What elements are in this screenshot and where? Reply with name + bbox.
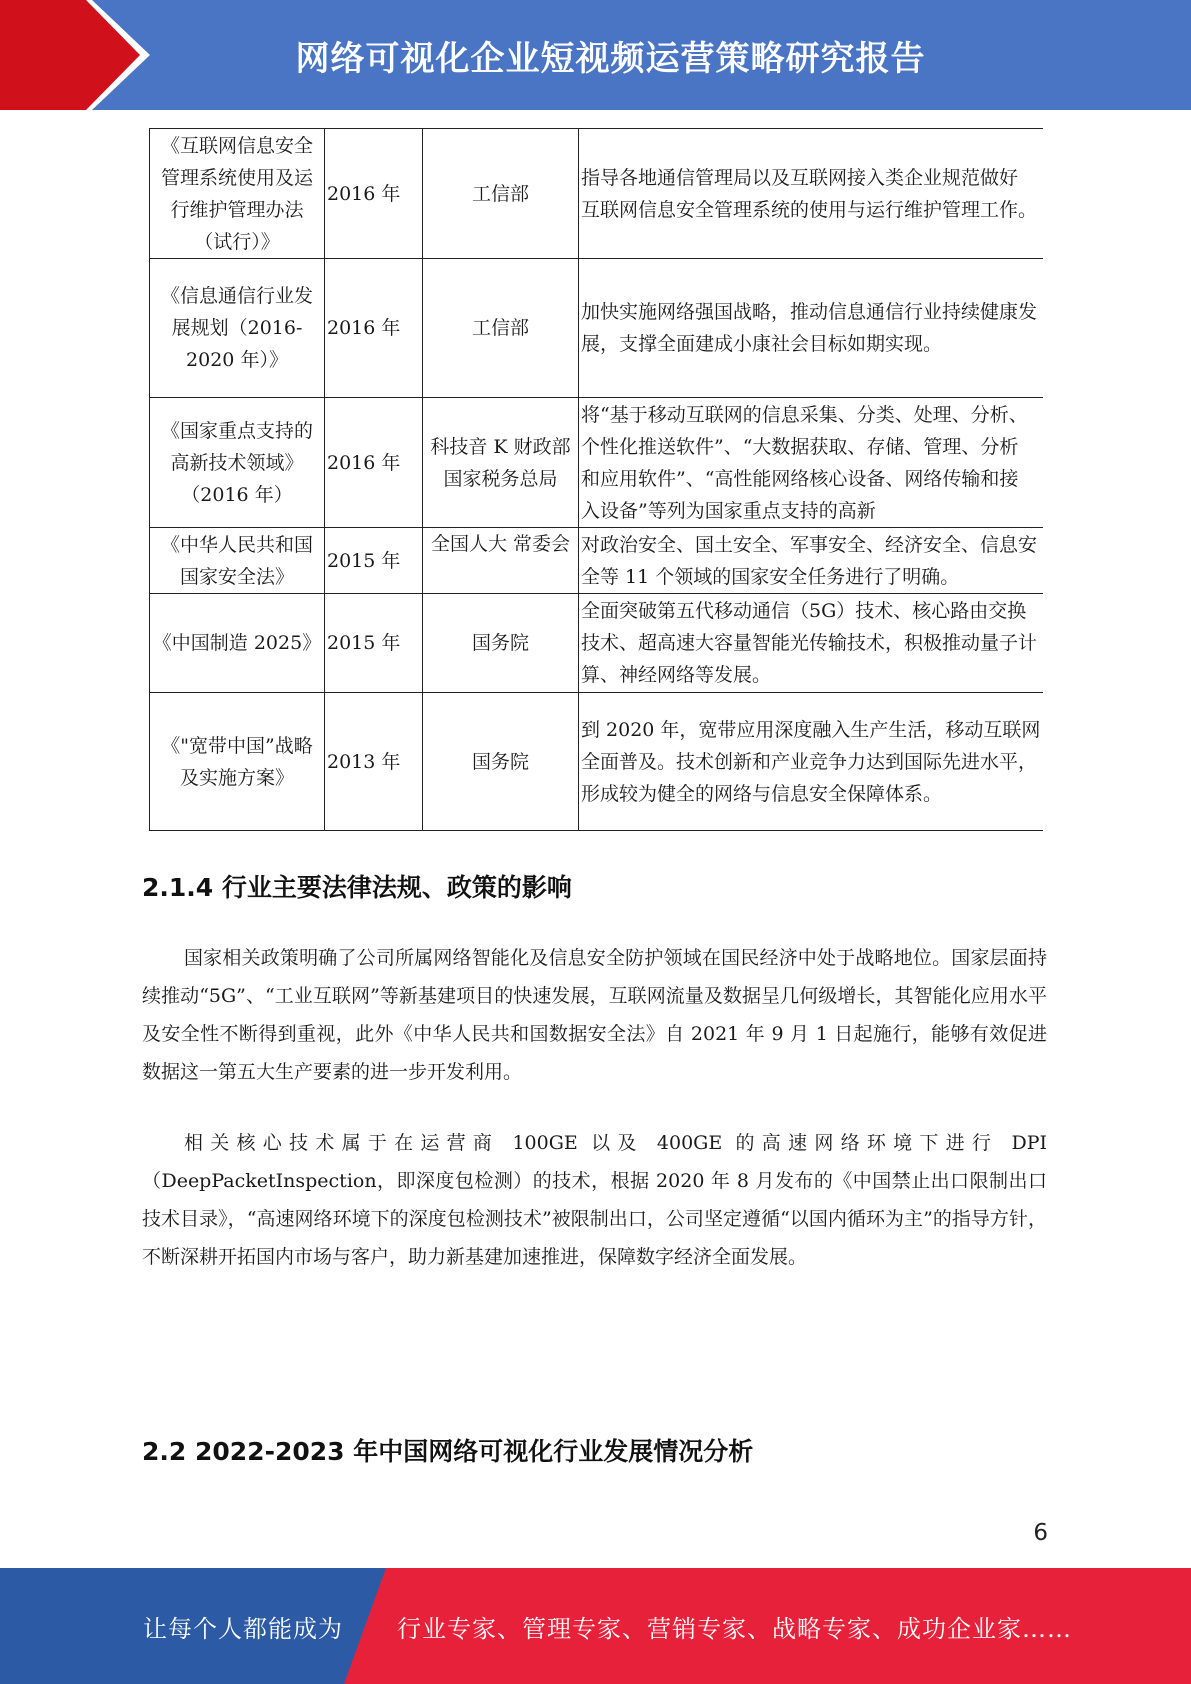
page-header <box>0 0 1191 110</box>
table-row <box>150 693 1043 831</box>
report-title: 网络可视化企业短视频运营策略研究报告 <box>295 38 926 79</box>
policy-name: 《"宽带中国”战略及实施方案》 <box>150 693 325 831</box>
policy-dept: 工信部 <box>423 259 579 398</box>
policy-name: 《国家重点支持的高新技术领域》（2016 年） <box>150 398 325 528</box>
policy-desc: 指导各地通信管理局以及互联网接入类企业规范做好 互联网信息安全管理系统的使用与运行维护管理工作。 <box>579 129 1043 259</box>
page-footer <box>0 1568 1191 1684</box>
policy-name: 《信息通信行业发展规划（2016-2020 年）》 <box>150 259 325 398</box>
policy-name: 《中华人民共和国国家安全法》 <box>150 528 325 594</box>
section-heading-2-2: 2.2 2022-2023 年中国网络可视化行业发展情况分析 <box>142 1437 754 1466</box>
table-row <box>150 259 1043 398</box>
table-row <box>150 594 1043 693</box>
table-row <box>150 528 1043 594</box>
policy-dept: 工信部 <box>423 129 579 259</box>
policy-year: 2016 年 <box>325 129 423 259</box>
table-row <box>150 129 1043 259</box>
policy-year: 2016 年 <box>325 259 423 398</box>
policy-table <box>149 128 1043 831</box>
footer-slogan-left: 让每个人都能成为 <box>143 1614 343 1643</box>
policy-desc: 将“基于移动互联网的信息采集、分类、处理、分析、 个性化推送软件”、“大数据获取、存储、管理、分析 和应用软件”、“高性能网络核心设备、网络传输和接 入设备”等列为国家重点支持的高新 <box>579 398 1043 528</box>
header-arrow-logo <box>0 0 150 110</box>
policy-name: 《互联网信息安全管理系统使用及运行维护管理办法（试行）》 <box>150 129 325 259</box>
policy-desc: 全面突破第五代移动通信（5G）技术、核心路由交换 技术、超高速大容量智能光传输技术，积极推动量子计 算、神经网络等发展。 <box>579 594 1043 693</box>
policy-year: 2015 年 <box>325 594 423 693</box>
policy-name: 《中国制造 2025》 <box>150 594 325 693</box>
footer-slogan-right: 行业专家、管理专家、营销专家、战略专家、成功企业家…… <box>397 1614 1072 1643</box>
policy-year: 2015 年 <box>325 528 423 594</box>
table-row <box>150 398 1043 528</box>
body-paragraph: 国家相关政策明确了公司所属网络智能化及信息安全防护领域在国民经济中处于战略地位。国家层面持续推动“5G”、“工业互联网”等新基建项目的快速发展，互联网流量及数据呈几何级增长，其智能化应用水平及安全性不断得到重视，此外《中华人民共和国数据安全法》自 2021 年 9 月 1 日起施行，能够有效促进数据这一第五大生产要素的进一步开发利用。 <box>142 947 1047 1083</box>
body-paragraph: 相关核心技术属于在运营商 100GE 以及 400GE 的高速网络环境下进行 DPI（DeepPacketInspection，即深度包检测）的技术，根据 2020 年 8 月发布的《中国禁止出口限制出口技术目录》，“高速网络环境下的深度包检测技术”被限制出口，公司坚定遵循“以国内循环为主”的指导方针，不断深耕开拓国内市场与客户，助力新基建加速推进，保障数字经济全面发展。 <box>142 1132 1047 1268</box>
page-number: 6 <box>1033 1520 1048 1546</box>
policy-dept: 科技音 K 财政部国家税务总局 <box>423 398 579 528</box>
policy-year: 2016 年 <box>325 398 423 528</box>
policy-dept: 国务院 <box>423 594 579 693</box>
policy-year: 2013 年 <box>325 693 423 831</box>
policy-dept: 全国人大 常委会 <box>423 528 579 594</box>
policy-desc: 加快实施网络强国战略，推动信息通信行业持续健康发 展，支撑全面建成小康社会目标如期实现。 <box>579 259 1043 398</box>
policy-desc: 对政治安全、国土安全、军事安全、经济安全、信息安 全等 11 个领域的国家安全任务进行了明确。 <box>579 528 1043 594</box>
policy-dept: 国务院 <box>423 693 579 831</box>
section-heading-2-1-4: 2.1.4 行业主要法律法规、政策的影响 <box>142 873 572 902</box>
policy-desc: 到 2020 年，宽带应用深度融入生产生活，移动互联网 全面普及。技术创新和产业竞争力达到国际先进水平， 形成较为健全的网络与信息安全保障体系。 <box>579 693 1043 831</box>
